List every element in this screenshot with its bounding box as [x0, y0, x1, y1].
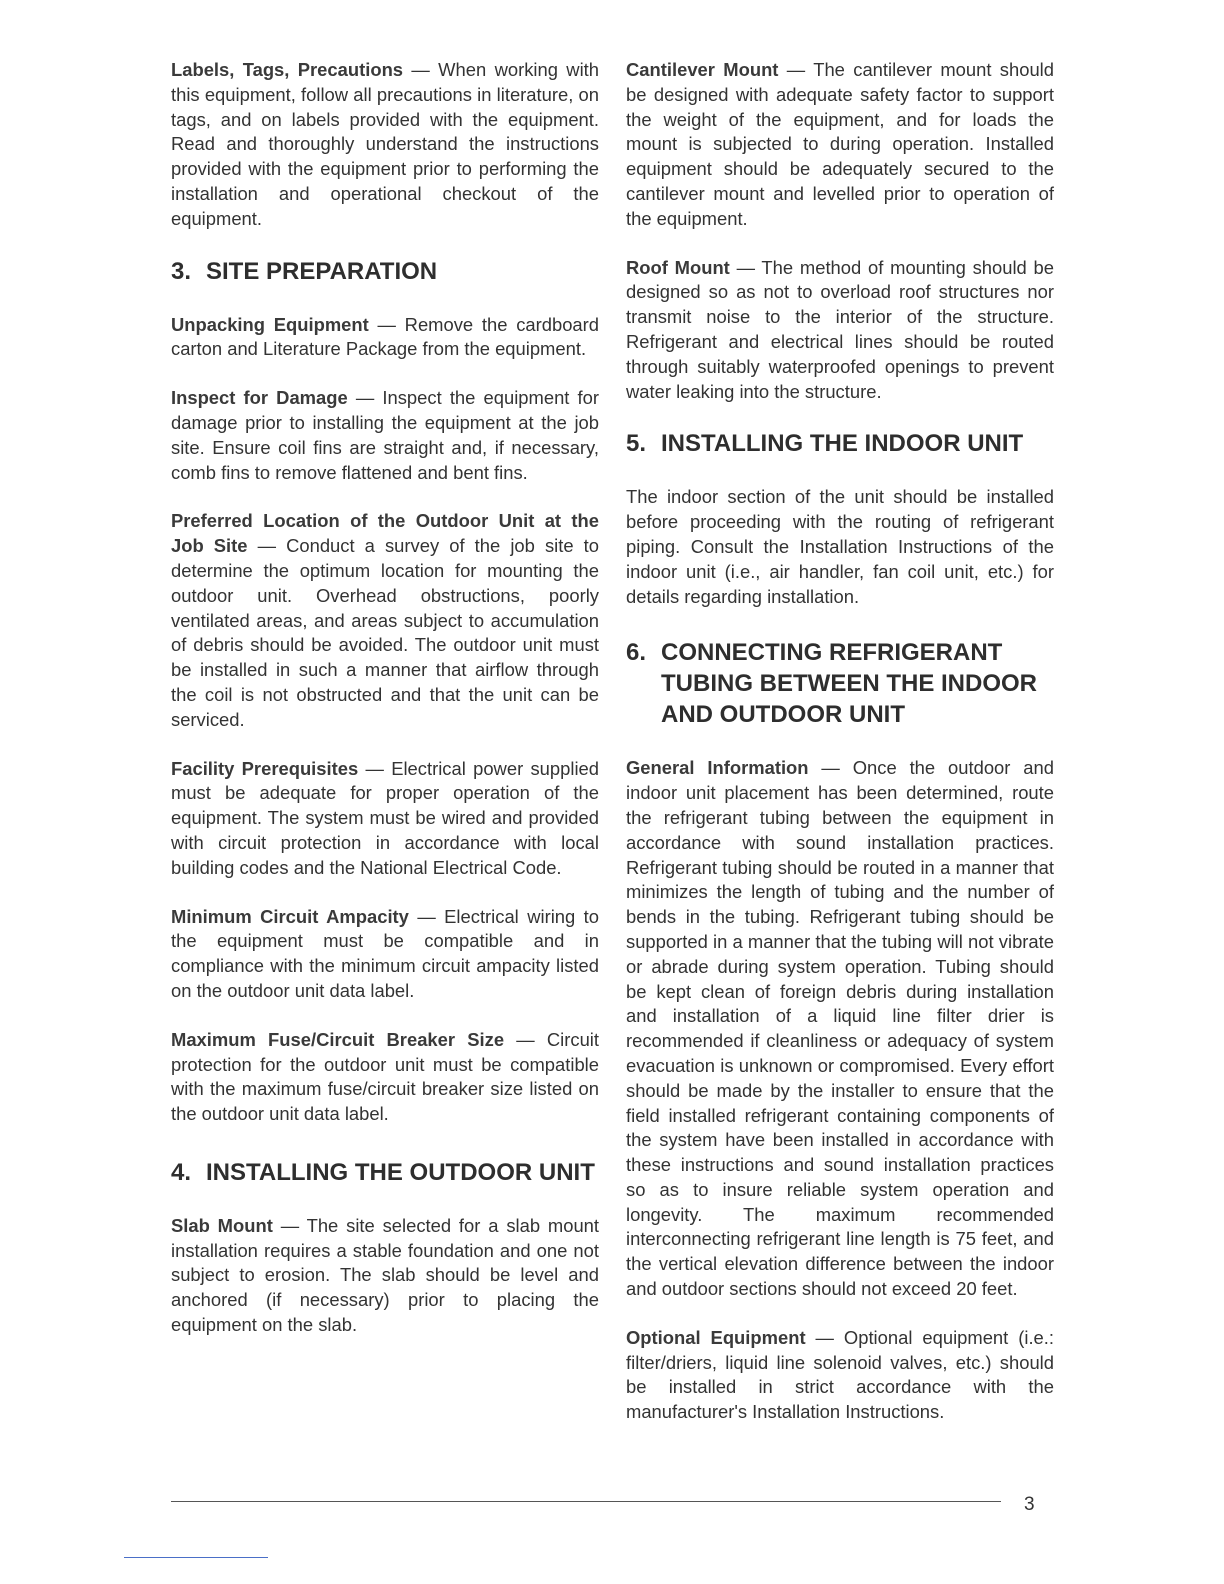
indoor-paragraph	[626, 485, 1054, 609]
section-5-heading	[626, 428, 1054, 459]
unpacking-body: — Remove the cardboard carton and Literature Package from the equipment.	[171, 313, 600, 360]
inspect-body: — Inspect the equipment for damage prior to installing the equipment at the job site. Ensure coil fins are straight and, if necessary, comb fins to remove flattened and bent fins.	[171, 387, 599, 483]
preferred-location-body: — Conduct a survey of the job site to determine the optimum location for mounting the outdoor unit. Overhead obstructions, poorly ventilated areas, and areas subject to accumulation of debris should be avoided. The outdoor unit must be installed in such a manner that airflow through the coil is not obstructed and that the unit can be serviced.	[171, 535, 599, 730]
roof-body: — The method of mounting should be designed so as not to overload roof structures nor transmit noise to the interior of the structure. Refrigerant and electrical lines should be routed through suitably waterproofed openings to prevent water leaking into the structure.	[626, 256, 1054, 402]
section-6-heading	[626, 637, 1054, 730]
fuse-term: Maximum Fuse/Circuit Breaker Size	[171, 1028, 505, 1050]
footer-rule	[171, 1501, 1001, 1502]
facility-term: Facility Prerequisites	[171, 757, 359, 779]
unpacking-paragraph	[171, 313, 599, 363]
cantilever-term: Cantilever Mount	[626, 59, 779, 80]
bottom-edge-mark	[124, 1557, 268, 1558]
slab-paragraph	[171, 1214, 599, 1338]
indoor-body: The indoor section of the unit should be installed before proceeding with the routing of refrigerant piping. Consult the Installation Instructions of the indoor unit (i.e., air handler, fan coil unit, etc.) for details regarding installation.	[626, 486, 1054, 607]
slab-term: Slab Mount	[171, 1214, 273, 1236]
labels-term: Labels, Tags, Precautions	[171, 59, 404, 80]
section-3-number: 3.	[171, 257, 192, 285]
section-4-title: INSTALLING THE OUTDOOR UNIT	[206, 1158, 595, 1186]
slab-body: — The site selected for a slab mount installation requires a stable foundation and one not subject to erosion. The slab should be level and anchored (if necessary) prior to placing the equipment on the slab.	[171, 1214, 600, 1336]
section-6-title: CONNECTING REFRIGERANT TUBING BETWEEN THE INDOOR AND OUTDOOR UNIT	[661, 639, 1037, 729]
preferred-location-paragraph	[171, 509, 599, 732]
cantilever-paragraph	[626, 58, 1054, 232]
left-column	[171, 58, 599, 1338]
optional-equipment-body: — Optional equipment (i.e.: filter/driers, liquid line solenoid valves, etc.) should be installed in strict accordance with the manufacturer's Installation Instructions.	[626, 1326, 1055, 1423]
unpacking-term: Unpacking Equipment	[171, 313, 369, 335]
roof-paragraph	[626, 256, 1054, 405]
optional-equipment-term: Optional Equipment	[626, 1326, 806, 1348]
preferred-location-term: Preferred Location of the Outdoor Unit at the Job Site	[171, 510, 599, 557]
optional-equipment-paragraph	[626, 1326, 1054, 1425]
section-6-number: 6.	[626, 639, 647, 667]
inspect-paragraph	[171, 386, 599, 485]
labels-paragraph	[171, 58, 599, 232]
facility-paragraph	[171, 757, 599, 881]
fuse-body: — Circuit protection for the outdoor unit must be compatible with the maximum fuse/circuit breaker size listed on the outdoor unit data label.	[171, 1028, 599, 1125]
roof-term: Roof Mount	[626, 256, 730, 278]
cantilever-body: — The cantilever mount should be designed with adequate safety factor to support the weight of the equipment, and for loads the mount is subjected to during operation. Installed equipment should be adequately secured to the cantilever mount and levelled prior to operation of the equipment.	[626, 59, 1054, 229]
fuse-paragraph	[171, 1028, 599, 1127]
ampacity-paragraph	[171, 905, 599, 1004]
section-4-number: 4.	[171, 1158, 192, 1186]
section-5-number: 5.	[626, 430, 647, 458]
right-column	[626, 58, 1054, 1425]
general-info-body: — Once the outdoor and indoor unit placement has been determined, route the refrigerant tubing between the equipment in accordance with sound installation practices. Refrigerant tubing should be routed in a manner that minimizes the length of tubing and the number of bends in the tubing. Refrigerant tubing should be supported in a manner that the tubing will not vibrate or abrade during system operation. Tubing should be kept clean of foreign debris during installation and installation of a liquid line filter drier is recommended if cleanliness or adequacy of system evacuation is unknown or compromised. Every effort should be made by the installer to ensure that the field installed refrigerant containing components of the system have been installed in accordance with these instructions and sound installation practices so as to insure reliable system operation and longevity. The maximum recommended interconnecting refrigerant line length is 75 feet, and the vertical elevation difference between the indoor and outdoor sections should not exceed 20 feet.	[626, 757, 1054, 1300]
page-number: 3	[1024, 1494, 1035, 1515]
ampacity-term: Minimum Circuit Ampacity	[171, 905, 409, 927]
inspect-term: Inspect for Damage	[171, 387, 348, 409]
section-4-heading	[171, 1157, 599, 1188]
section-3-heading	[171, 256, 599, 287]
section-3-title: SITE PREPARATION	[206, 257, 438, 285]
general-info-term: General Information	[626, 757, 809, 779]
facility-body: — Electrical power supplied must be adequate for proper operation of the equipment. The system must be wired and provided with circuit protection in accordance with local building codes and the National Electrical Code.	[171, 757, 599, 878]
general-info-paragraph	[626, 756, 1054, 1302]
labels-body: — When working with this equipment, follow all precautions in literature, on tags, and on labels provided with the equipment. Read and thoroughly understand the instructions provided with the equipment prior to performing the installation and operational checkout of the equipment.	[171, 59, 600, 229]
section-5-title: INSTALLING THE INDOOR UNIT	[661, 430, 1024, 458]
ampacity-body: — Electrical wiring to the equipment must be compatible and in compliance with the minimum circuit ampacity listed on the outdoor unit data label.	[171, 905, 599, 1001]
